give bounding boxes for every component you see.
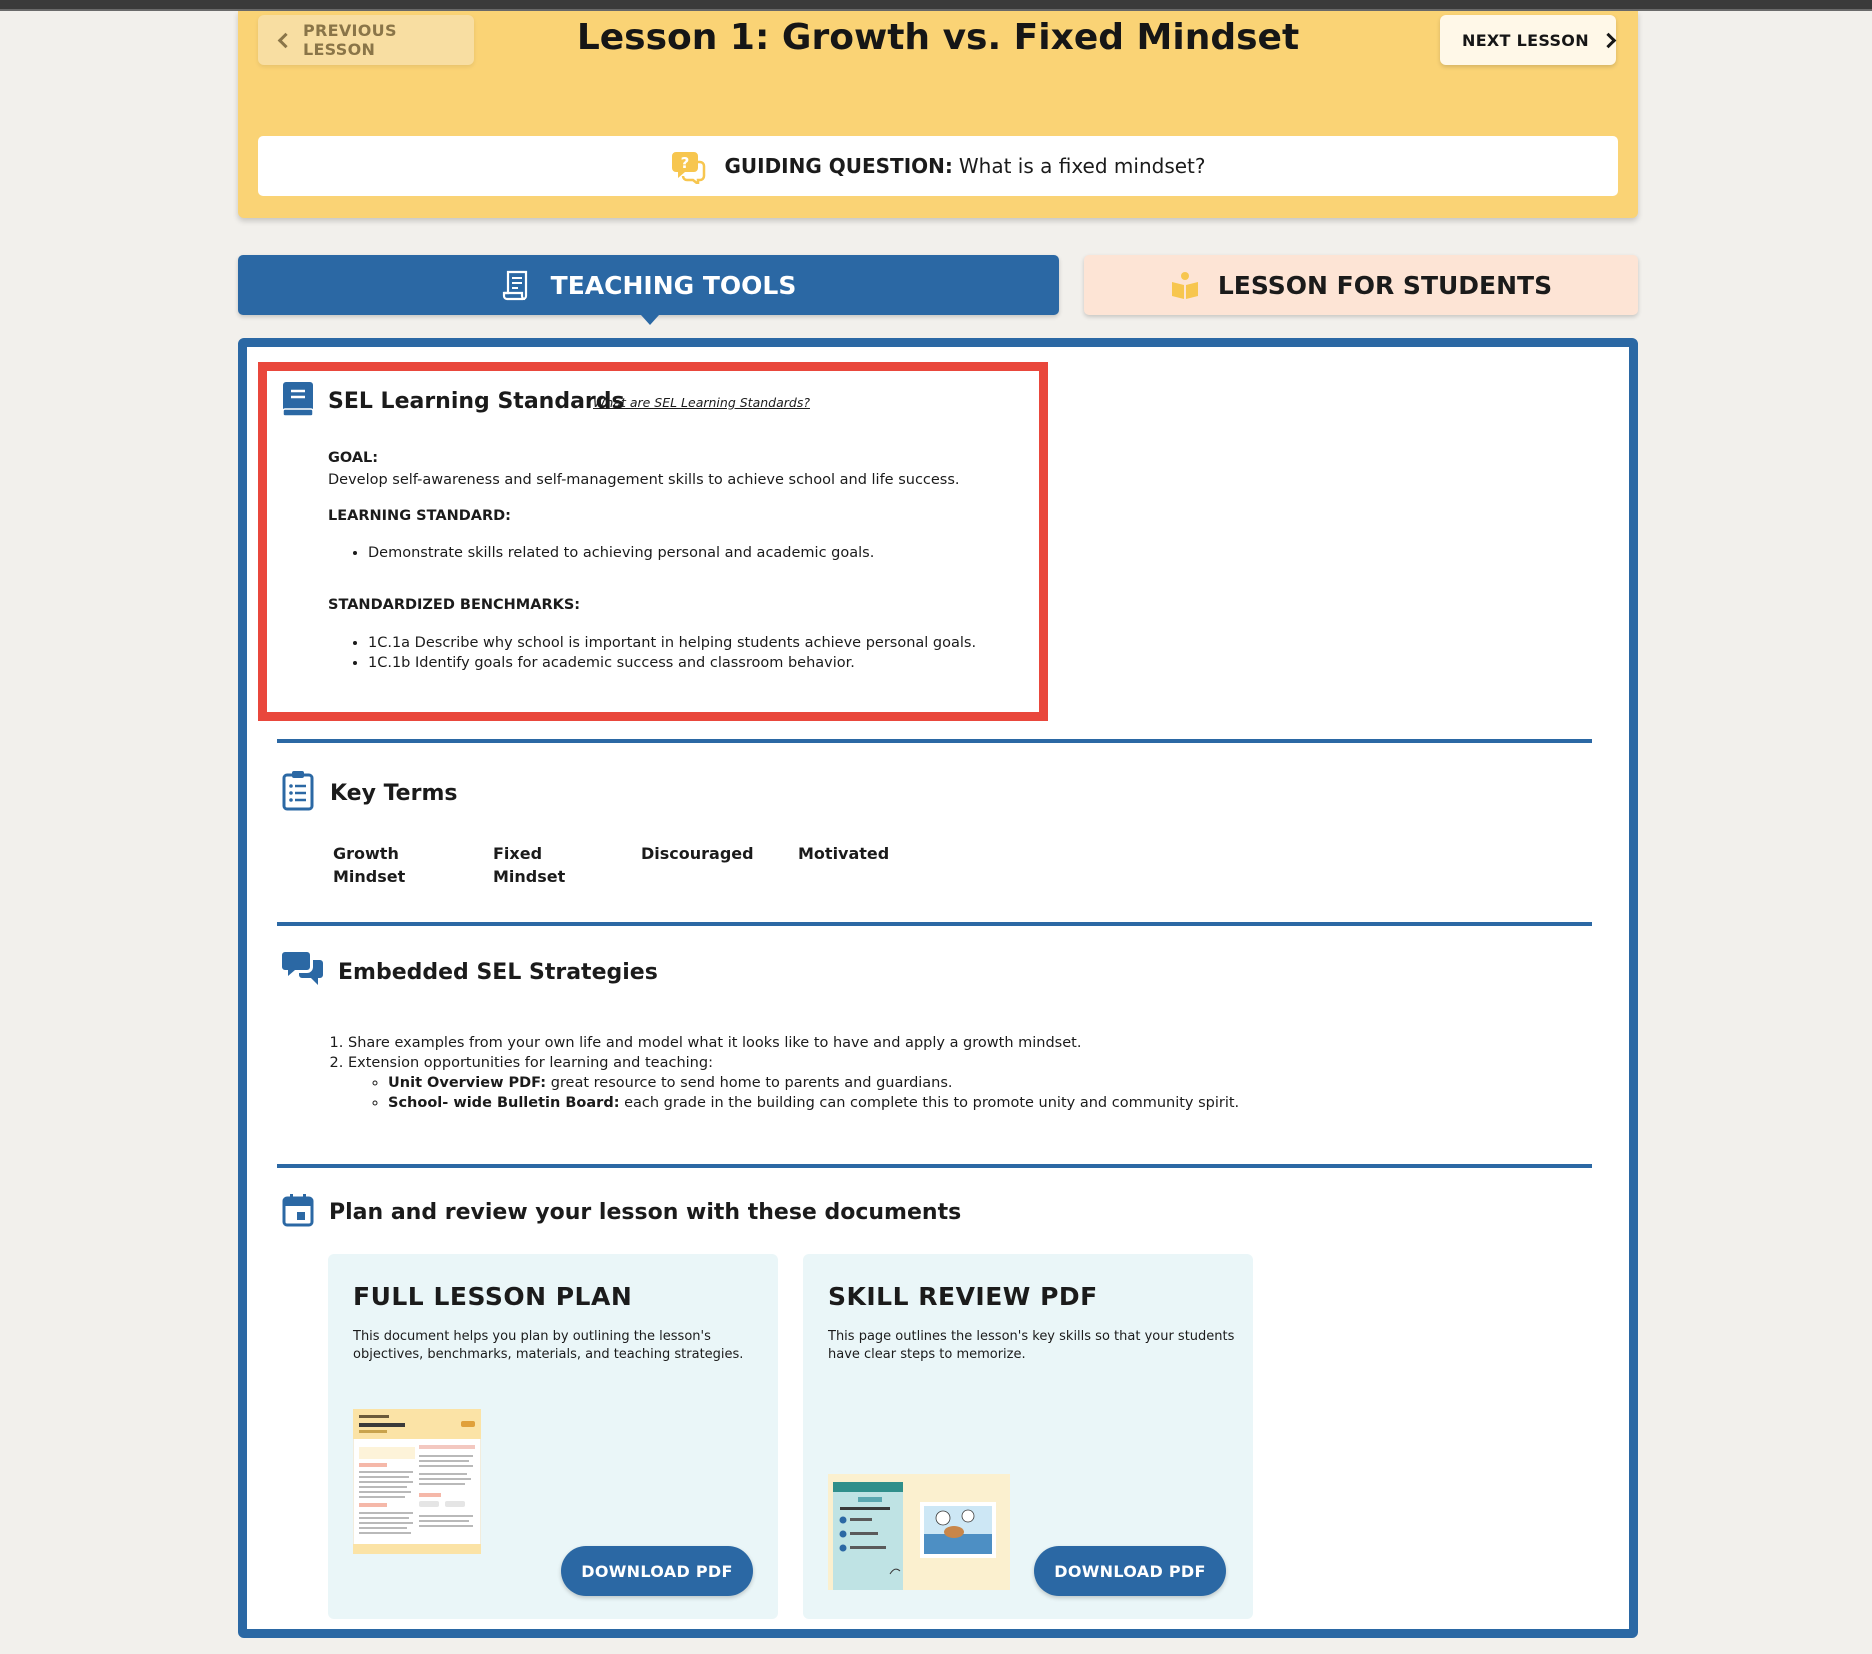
download-skill-review-button[interactable] (1034, 1546, 1226, 1596)
question-bubble-icon (670, 148, 706, 184)
skill-review-thumbnail (828, 1474, 1010, 1590)
key-term: Discouraged (641, 844, 754, 863)
tab-lesson-for-students-label: LESSON FOR STUDENTS (1217, 270, 1553, 300)
list-item: • Demonstrate skills related to achieving personal and academic goals. (368, 545, 874, 561)
strategies-sub-list (348, 1075, 1239, 1111)
sel-standards-title: SEL Learning Standards (328, 389, 625, 414)
list-item: • 1C.1b Identify goals for academic success and classroom behavior. (368, 655, 976, 671)
document-icon (501, 269, 533, 301)
download-button-label: DOWNLOAD PDF (1054, 1561, 1206, 1581)
sub-item-text: great resource to send home to parents and guardians. (546, 1075, 953, 1091)
strategies-title: Embedded SEL Strategies (338, 960, 658, 985)
goal-label: GOAL: (328, 450, 379, 466)
chevron-left-icon (278, 32, 294, 48)
download-button-label: DOWNLOAD PDF (581, 1561, 733, 1581)
tab-lesson-for-students[interactable] (1084, 255, 1638, 315)
download-lesson-plan-button[interactable] (561, 1546, 753, 1596)
full-lesson-plan-card (328, 1254, 778, 1619)
next-lesson-button[interactable] (1440, 15, 1616, 65)
sel-standards-help-link[interactable]: What are SEL Learning Standards? (593, 395, 810, 410)
sub-item-label: School- wide Bulletin Board: (388, 1095, 620, 1111)
tab-teaching-tools-label: TEACHING TOOLS (550, 270, 797, 300)
card-description: This document helps you plan by outlining the lesson's objectives, benchmarks, materials, and teaching strategies. (353, 1329, 744, 1362)
sub-item-label: Unit Overview PDF: (388, 1075, 547, 1091)
strategies-list (330, 1035, 1239, 1115)
lesson-header (238, 11, 1638, 218)
key-term: Growth Mindset (333, 844, 406, 886)
benchmarks-list (348, 635, 976, 675)
calendar-icon (282, 1193, 314, 1227)
goal-text: Develop self-awareness and self-management skills to achieve school and life success. (328, 472, 960, 488)
section-divider (277, 739, 1592, 743)
list-item (348, 1055, 1239, 1111)
card-title: SKILL REVIEW PDF (828, 1282, 1098, 1311)
browser-top-bar (0, 0, 1872, 11)
tab-teaching-tools[interactable] (238, 255, 1059, 315)
benchmarks-label: STANDARDIZED BENCHMARKS: (328, 597, 581, 613)
book-icon (282, 381, 314, 417)
chevron-right-icon (1601, 32, 1617, 48)
key-term: Fixed Mindset (493, 844, 566, 886)
chat-bubbles-icon (282, 950, 324, 988)
key-term: Motivated (798, 844, 890, 863)
list-item: • 1C.1a Describe why school is important in helping students achieve personal goals. (368, 635, 976, 651)
card-description: This page outlines the lesson's key skills so that your students have clear steps to memorize. (828, 1329, 1235, 1362)
card-title: FULL LESSON PLAN (353, 1282, 633, 1311)
list-item-text: Extension opportunities for learning and teaching: (348, 1055, 713, 1071)
guiding-question-label: GUIDING QUESTION: (724, 154, 953, 178)
section-divider (277, 1164, 1592, 1168)
clipboard-list-icon (282, 769, 314, 811)
sub-item-text: each grade in the building can complete this to promote unity and community spirit. (619, 1095, 1240, 1111)
page-title: Lesson 1: Growth vs. Fixed Mindset (576, 17, 1300, 58)
next-lesson-label: NEXT LESSON (1462, 30, 1589, 50)
list-item (388, 1095, 1239, 1111)
previous-lesson-button[interactable] (258, 15, 474, 65)
documents-title: Plan and review your lesson with these documents (329, 1200, 962, 1225)
list-item: 1. Share examples from your own life and model what it looks like to have and apply a growth mindset. (348, 1035, 1239, 1051)
list-item (388, 1075, 1239, 1091)
svg-text:?: ? (681, 154, 690, 172)
section-divider (277, 922, 1592, 926)
lesson-plan-thumbnail (353, 1409, 481, 1554)
learning-standard-list (348, 545, 874, 565)
guiding-question-text: What is a fixed mindset? (958, 154, 1206, 178)
guiding-question-bar (258, 136, 1618, 196)
skill-review-card (803, 1254, 1253, 1619)
key-terms-title: Key Terms (330, 781, 458, 806)
learning-standard-label: LEARNING STANDARD: (328, 508, 511, 524)
previous-lesson-label: PREVIOUS LESSON (302, 21, 397, 59)
book-icon (1170, 270, 1200, 300)
